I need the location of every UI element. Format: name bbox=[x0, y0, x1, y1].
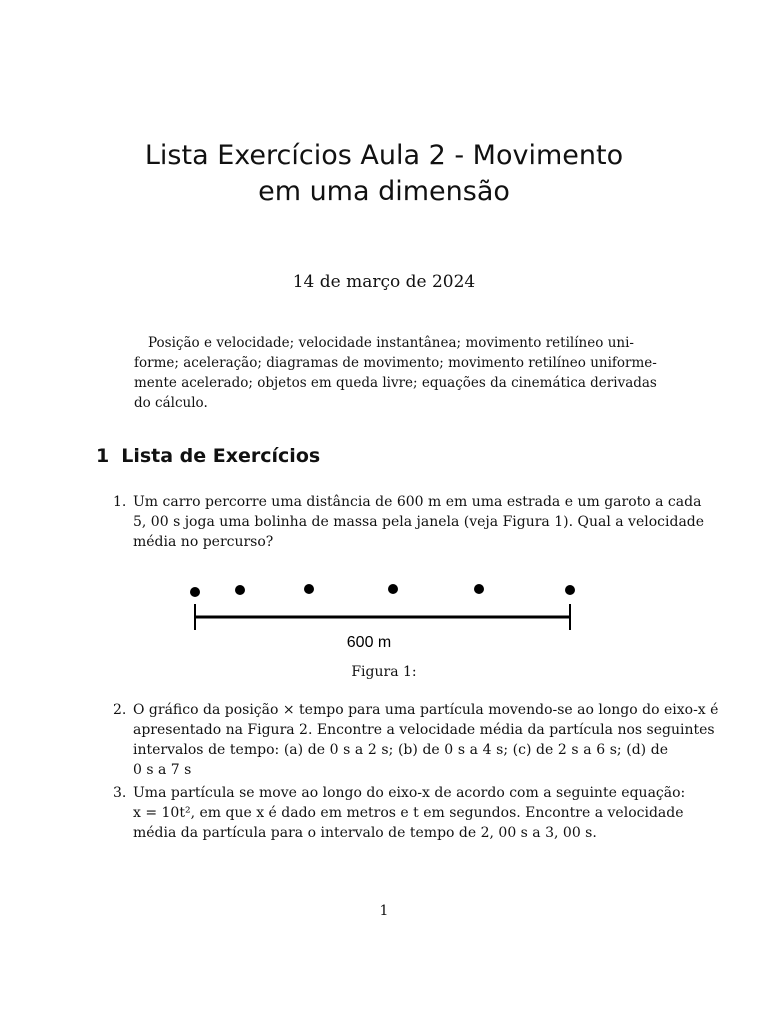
exercise-text bbox=[133, 700, 719, 780]
exercise-line: apresentado na Figura 2. Encontre a velocidade média da partícula nos seguintes bbox=[133, 722, 715, 738]
exercise-text bbox=[133, 783, 686, 843]
title-line-1: Lista Exercícios Aula 2 - Movimento bbox=[144, 140, 624, 171]
exercise-line: x = 10t², em que x é dado em metros e t em segundos. Encontre a velocidade bbox=[133, 805, 684, 821]
ball-dot bbox=[235, 585, 245, 595]
ball-dot bbox=[388, 584, 398, 594]
exercise-text bbox=[133, 492, 705, 552]
document-date: 14 de março de 2024 bbox=[292, 272, 476, 292]
exercise-line: média no percurso? bbox=[133, 534, 274, 550]
title-line-2: em uma dimensão bbox=[258, 176, 510, 207]
abstract-line: do cálculo. bbox=[134, 395, 208, 411]
ball-dot bbox=[474, 584, 484, 594]
exercise-line: intervalos de tempo: (a) de 0 s a 2 s; (b) de 0 s a 4 s; (c) de 2 s a 6 s; (d) de bbox=[133, 742, 668, 758]
exercise-line: Um carro percorre uma distância de 600 m em uma estrada e um garoto a cada bbox=[133, 494, 702, 510]
ball-dot bbox=[190, 587, 200, 597]
abstract-line: Posição e velocidade; velocidade instantânea; movimento retilíneo uni- bbox=[148, 335, 634, 351]
exercise-line: 0 s a 7 s bbox=[133, 762, 192, 778]
exercise-line: média da partícula para o intervalo de tempo de 2, 00 s a 3, 00 s. bbox=[133, 825, 597, 841]
document-title bbox=[60, 138, 708, 210]
exercise-line: 5, 00 s joga uma bolinha de massa pela janela (veja Figura 1). Qual a velocidade bbox=[133, 514, 705, 530]
figure-caption: Figura 1: bbox=[351, 664, 417, 680]
abstract bbox=[134, 333, 657, 413]
abstract-line: mente acelerado; objetos em queda livre; equações da cinemática derivadas bbox=[134, 375, 657, 391]
scale-label: 600 m bbox=[346, 634, 392, 648]
exercise-line: Uma partícula se move ao longo do eixo-x de acordo com a seguinte equação: bbox=[133, 785, 686, 801]
figure-1-diagram bbox=[180, 578, 590, 648]
exercise-number: 2. bbox=[113, 702, 127, 718]
section-heading bbox=[96, 445, 320, 467]
ball-dot bbox=[304, 584, 314, 594]
section-title: Lista de Exercícios bbox=[121, 445, 321, 467]
ball-dot bbox=[565, 585, 575, 595]
exercise-number: 1. bbox=[113, 494, 127, 510]
exercise-number: 3. bbox=[113, 785, 127, 801]
abstract-line: forme; aceleração; diagramas de movimento; movimento retilíneo uniforme- bbox=[134, 355, 657, 371]
page-number: 1 bbox=[379, 903, 389, 919]
section-number: 1 bbox=[96, 445, 110, 467]
exercise-line: O gráfico da posição × tempo para uma partícula movendo-se ao longo do eixo-x é bbox=[133, 702, 719, 718]
